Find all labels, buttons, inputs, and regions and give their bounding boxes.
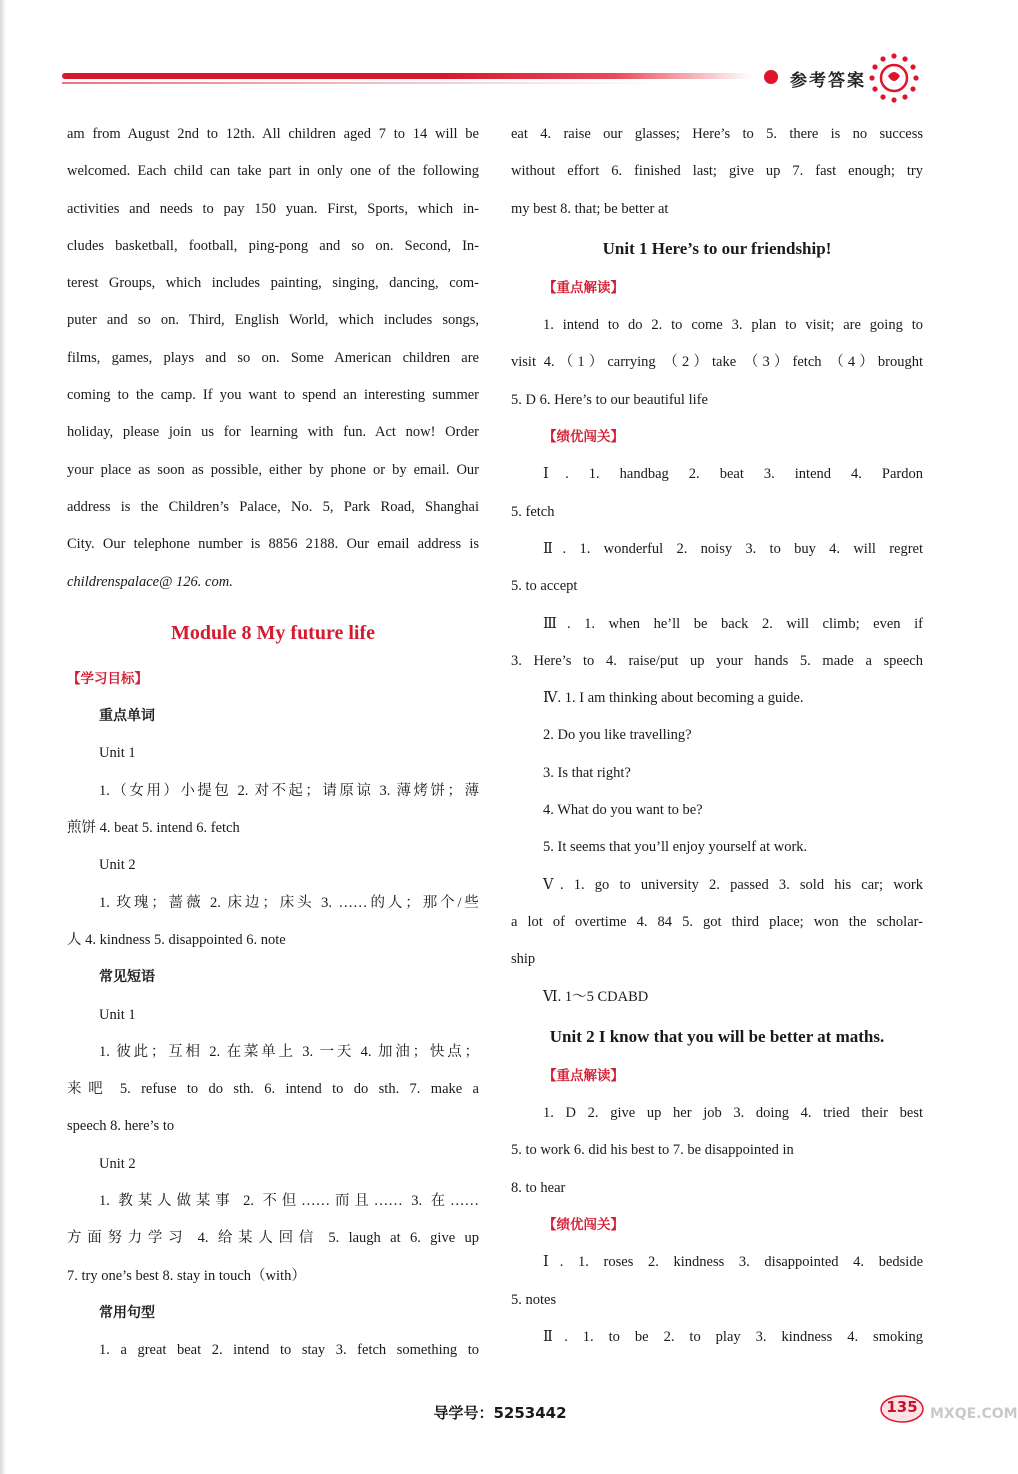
section-tag-goals: 【学习目标】: [67, 670, 148, 687]
answer-line: my best 8. that; be better at: [511, 200, 669, 217]
left-column: [67, 116, 479, 1370]
paragraph-line: am from August 2nd to 12th. All children aged 7 to 14 will be: [67, 126, 479, 142]
answer-line: 3. Is that right?: [543, 764, 631, 781]
paragraph-line: films, games, plays and so on. Some American children are: [67, 349, 479, 366]
answer-line: Ⅳ. 1. I am thinking about becoming a guide.: [543, 690, 804, 707]
subheading-common-sentences: 常用句型: [99, 1304, 155, 1321]
unit-label: Unit 2: [99, 1155, 136, 1172]
paragraph-line: welcomed. Each child can take part in only one of the following: [67, 163, 479, 180]
answer-line: 7. try one’s best 8. stay in touch（with）: [67, 1267, 306, 1284]
answer-line: 1. a great beat 2. intend to stay 3. fetch something to: [99, 1342, 479, 1359]
answer-line: 5. D 6. Here’s to our beautiful life: [511, 391, 708, 408]
answer-line: Ⅲ. 1. when he’ll be back 2. will climb; even if: [543, 615, 923, 632]
answer-line: visit 4.（1）carrying （2）take （3）fetch （4）brought: [511, 354, 923, 371]
section-tag-excel: 【绩优闯关】: [543, 429, 624, 446]
subheading-common-phrases: 常见短语: [99, 969, 155, 986]
unit-label: Unit 1: [99, 745, 136, 762]
answer-line: 方面努力学习 4. 给某人回信 5. laugh at 6. give up: [67, 1230, 479, 1247]
answer-line: 1. 玫瑰；蔷薇 2. 床边；床头 3. ……的人；那个/些: [99, 894, 479, 911]
paragraph-line: activities and needs to pay 150 yuan. First, Sports, which in-: [67, 200, 479, 217]
paragraph-line: puter and so on. Third, English World, which includes songs,: [67, 312, 479, 329]
answer-line: 2. Do you like travelling?: [543, 727, 692, 744]
answer-line: 1.（女用）小提包 2. 对不起；请原谅 3. 薄烤饼；薄: [99, 782, 479, 799]
unit-label: Unit 2: [99, 857, 136, 874]
answer-line: 5. to accept: [511, 578, 578, 595]
answer-line: 1. intend to do 2. to come 3. plan to visit; are going to: [543, 317, 923, 334]
unit-label: Unit 1: [99, 1006, 136, 1023]
paragraph-line: address is the Children’s Palace, No. 5, Park Road, Shanghai: [67, 498, 479, 515]
subheading-key-words: 重点单词: [99, 708, 155, 725]
sunburst-logo-icon: [868, 52, 920, 104]
paragraph-line: cludes basketball, football, ping-pong and so on. Second, In-: [67, 237, 479, 254]
answer-line: eat 4. raise our glasses; Here’s to 5. there is no success: [511, 126, 923, 142]
answer-line: 5. to work 6. did his best to 7. be disappointed in: [511, 1142, 794, 1159]
paragraph-line: City. Our telephone number is 8856 2188. Our email address is: [67, 536, 479, 553]
answer-line: Ⅰ. 1. handbag 2. beat 3. intend 4. Pardon: [543, 466, 923, 483]
answer-line: 1. D 2. give up her job 3. doing 4. tried their best: [543, 1105, 923, 1122]
section-tag-excel: 【绩优闯关】: [543, 1217, 624, 1234]
answer-line: 1. 教某人做某事 2. 不但……而且…… 3. 在……: [99, 1193, 479, 1210]
header-rule: [62, 73, 752, 79]
answer-line: 4. What do you want to be?: [543, 802, 703, 819]
answer-line: Ⅰ. 1. roses 2. kindness 3. disappointed 4. bedside: [543, 1254, 923, 1271]
answer-line: ship: [511, 951, 536, 968]
paragraph-line: terest Groups, which includes painting, singing, dancing, com-: [67, 275, 479, 292]
answer-line: 5. It seems that you’ll enjoy yourself at work.: [543, 839, 808, 856]
answer-line: speech 8. here’s to: [67, 1118, 175, 1135]
section-tag-key-points: 【重点解读】: [543, 279, 624, 296]
answer-line: Ⅵ. 1～5 CDABD: [543, 988, 649, 1005]
right-column: [511, 116, 923, 1356]
header-rule-thin: [62, 82, 662, 84]
header-title: 参考答案: [790, 71, 866, 91]
module-title: Module 8 My future life: [170, 621, 376, 644]
answer-line: 8. to hear: [511, 1179, 566, 1196]
unit-1-title: Unit 1 Here’s to our friendship!: [602, 238, 832, 258]
answer-line: Ⅱ. 1. wonderful 2. noisy 3. to buy 4. will regret: [543, 540, 923, 557]
answer-line: 3. Here’s to 4. raise/put up your hands 5. made a speech: [511, 652, 923, 669]
answer-line: Ⅱ. 1. to be 2. to play 3. kindness 4. smoking: [543, 1328, 923, 1345]
answer-line: 来吧 5. refuse to do sth. 6. intend to do sth. 7. make a: [67, 1081, 479, 1098]
answer-line: Ⅴ. 1. go to university 2. passed 3. sold his car; work: [543, 876, 923, 893]
paragraph-line: coming to the camp. If you want to spend an interesting summer: [67, 387, 479, 404]
section-tag-key-points: 【重点解读】: [543, 1067, 624, 1084]
answer-line: 5. notes: [511, 1291, 557, 1308]
answer-line: 5. fetch: [511, 503, 555, 520]
answer-line: 人 4. kindness 5. disappointed 6. note: [67, 931, 286, 948]
email-address-line: childrenspalace@ 126. com.: [67, 573, 233, 590]
answer-line: without effort 6. finished last; give up 7. fast enough; try: [511, 163, 923, 180]
guide-number: 导学号：5253442: [433, 1404, 567, 1422]
page-number: 135: [886, 1398, 918, 1416]
answer-line: 1. 彼此；互相 2. 在菜单上 3. 一天 4. 加油；快点；: [99, 1043, 479, 1060]
answer-line: a lot of overtime 4. 84 5. got third place; won the scholar-: [511, 913, 923, 930]
paragraph-line: your place as soon as possible, either by phone or by email. Our: [67, 461, 479, 478]
paragraph-line: holiday, please join us for learning with fun. Act now! Order: [67, 424, 479, 441]
page-spine-shadow: [0, 0, 6, 1474]
header-bullet-dot: [764, 70, 778, 84]
unit-2-title: Unit 2 I know that you will be better at maths.: [549, 1026, 885, 1046]
watermark: MXQE.COM: [930, 1406, 1018, 1422]
answer-line: 煎饼 4. beat 5. intend 6. fetch: [67, 820, 240, 837]
